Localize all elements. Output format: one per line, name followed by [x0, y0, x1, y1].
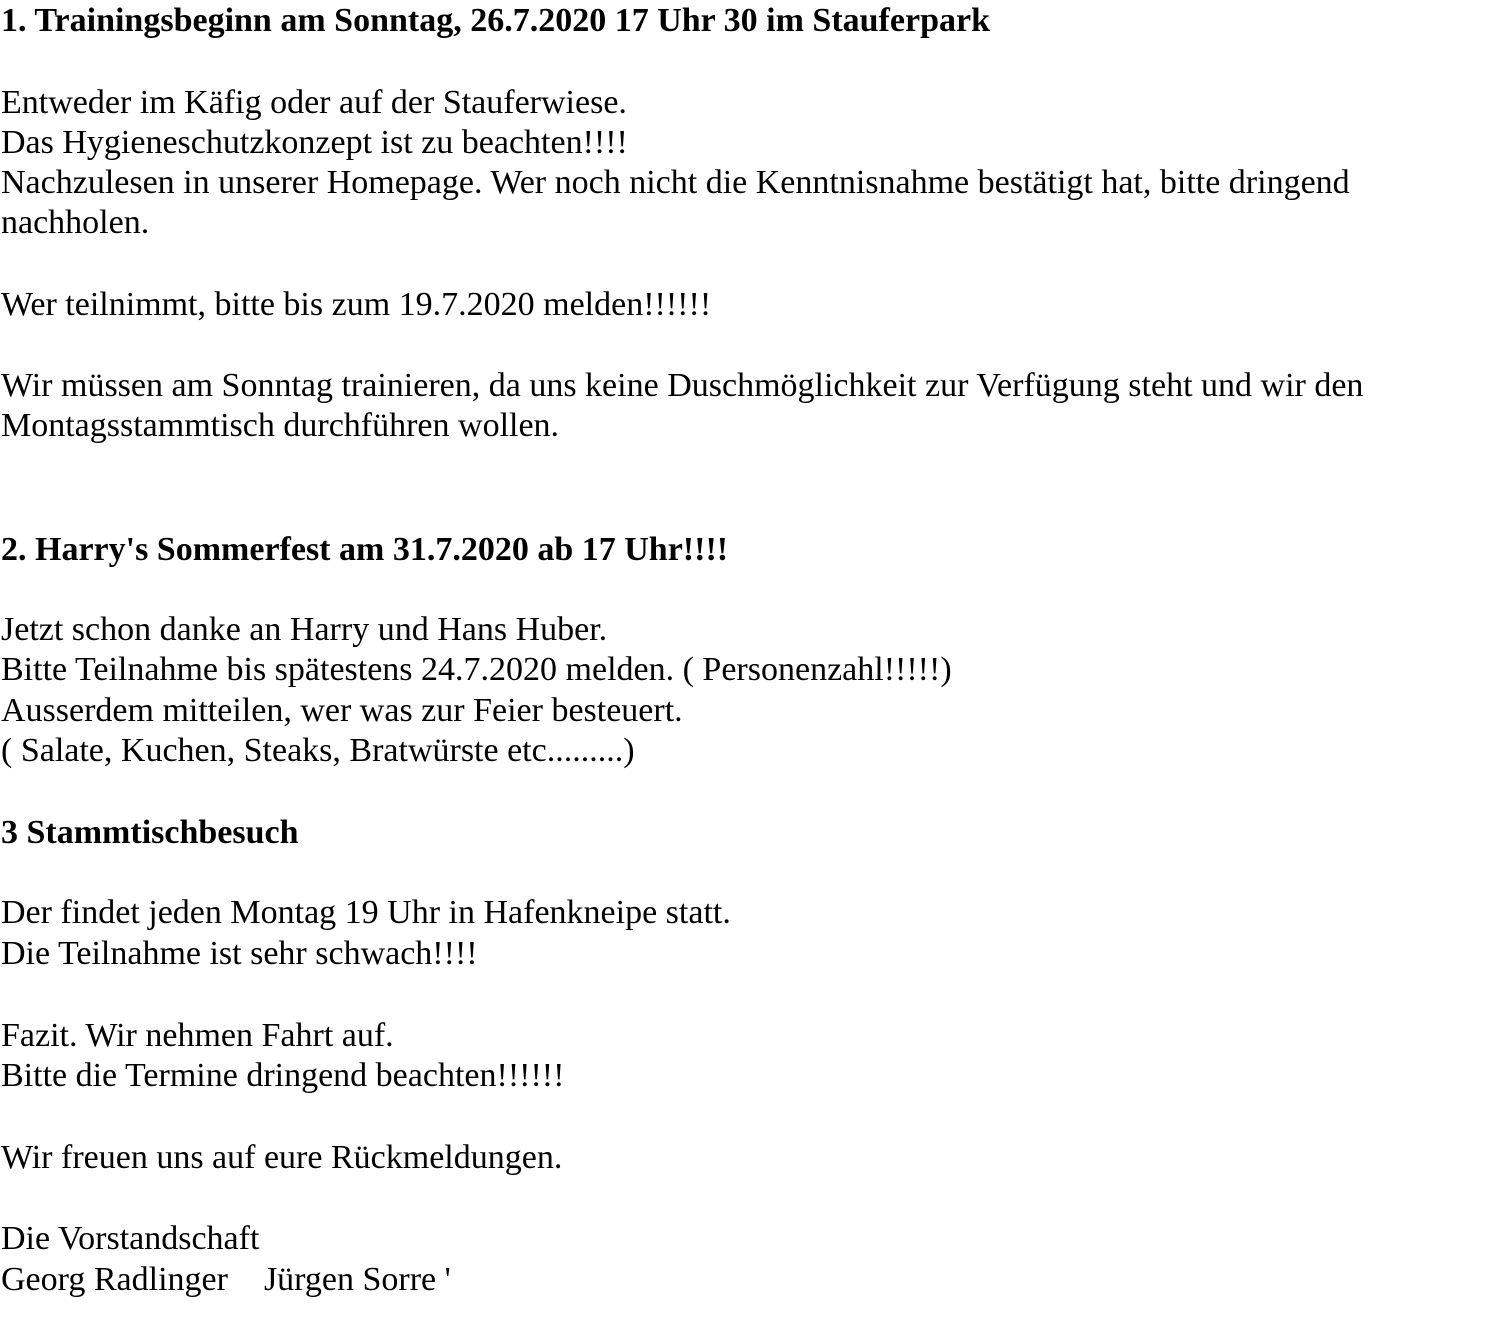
section-3-line-3: Fazit. Wir nehmen Fahrt auf. [1, 1017, 394, 1054]
section-2-line-3: Ausserdem mitteilen, wer was zur Feier besteuert. [1, 692, 683, 729]
section-2-line-2: Bitte Teilnahme bis spätestens 24.7.2020 melden. ( Personenzahl!!!!!) [1, 651, 952, 688]
section-3-line-5: Wir freuen uns auf eure Rückmeldungen. [1, 1139, 563, 1176]
section-1-line-7: Montagsstammtisch durchführen wollen. [1, 407, 560, 444]
section-1-line-4: nachholen. [1, 204, 150, 241]
section-3-line-1: Der findet jeden Montag 19 Uhr in Hafenkneipe statt. [1, 894, 731, 931]
section-1-line-1: Entweder im Käfig oder auf der Stauferwiese. [1, 84, 627, 121]
section-2-line-1: Jetzt schon danke an Harry und Hans Huber. [1, 611, 608, 648]
signature-name-1: Georg Radlinger [1, 1261, 228, 1298]
section-3-line-2: Die Teilnahme ist sehr schwach!!!! [1, 935, 478, 972]
section-3-line-4: Bitte die Termine dringend beachten!!!!!! [1, 1057, 565, 1094]
signature-names [1, 1260, 451, 1300]
section-1-line-2: Das Hygieneschutzkonzept ist zu beachten!!!! [1, 124, 628, 161]
section-1-heading: 1. Trainingsbeginn am Sonntag, 26.7.2020 17 Uhr 30 im Stauferpark [1, 2, 990, 39]
section-1-line-3: Nachzulesen in unserer Homepage. Wer noch nicht die Kenntnisnahme bestätigt hat, bitte dringend [1, 164, 1350, 201]
signature-title: Die Vorstandschaft [1, 1220, 260, 1257]
section-2-line-4: ( Salate, Kuchen, Steaks, Bratwürste etc.........) [1, 732, 635, 769]
section-2-heading: 2. Harry's Sommerfest am 31.7.2020 ab 17 Uhr!!!! [1, 531, 729, 568]
section-1-line-6: Wir müssen am Sonntag trainieren, da uns keine Duschmöglichkeit zur Verfügung steht und wir den [1, 367, 1364, 404]
section-1-line-5: Wer teilnimmt, bitte bis zum 19.7.2020 melden!!!!!! [1, 286, 712, 323]
signature-name-2: Jürgen Sorre ' [263, 1261, 451, 1298]
section-3-heading: 3 Stammtischbesuch [1, 814, 299, 851]
